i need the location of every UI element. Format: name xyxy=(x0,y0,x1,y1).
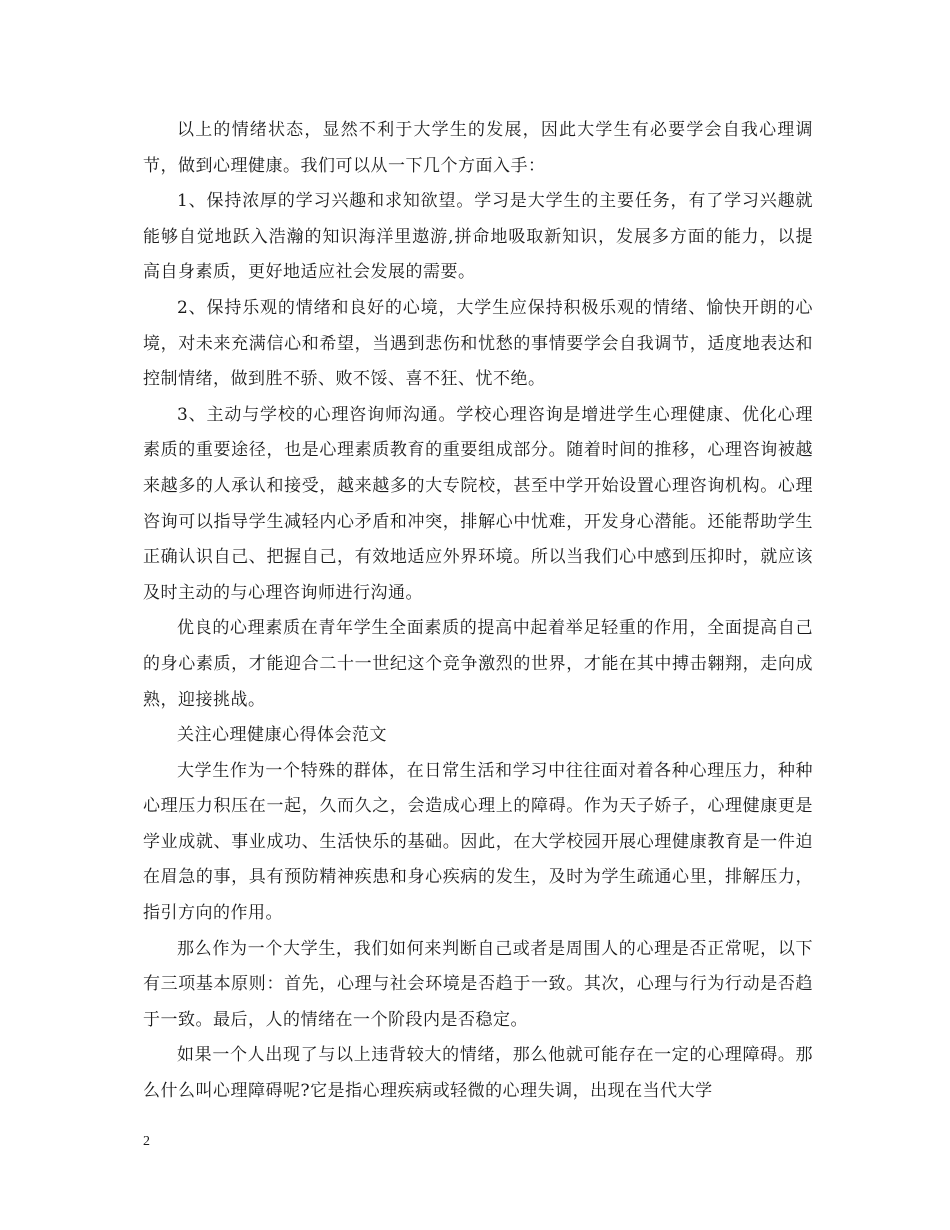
paragraph-psych-disorder: 如果一个人出现了与以上违背较大的情绪，那么他就可能存在一定的心理障碍。那么什么叫心理障碍呢?它是指心理疾病或轻微的心理失调，出现在当代大学 xyxy=(143,1045,813,1102)
paragraph-conclusion: 优良的心理素质在青年学生全面素质的提高中起着举足轻重的作用，全面提高自己的身心素质，才能迎合二十一世纪这个竞争激烈的世界，才能在其中搏击翱翔，走向成熟，迎接挑战。 xyxy=(143,618,813,710)
paragraph-principles: 那么作为一个大学生，我们如何来判断自己或者是周围人的心理是否正常呢，以下有三项基本原则：首先，心理与社会环境是否趋于一致。其次，心理与行为行动是否趋于一致。最后，人的情绪在一个阶段内是否稳定。 xyxy=(143,938,813,1030)
paragraph-intro: 以上的情绪状态，显然不利于大学生的发展，因此大学生有必要学会自我心理调节，做到心理健康。我们可以从一下几个方面入手： xyxy=(143,120,813,176)
paragraph-point-1: 1、保持浓厚的学习兴趣和求知欲望。学习是大学生的主要任务，有了学习兴趣就能够自觉地跃入浩瀚的知识海洋里遨游,拼命地吸取新知识，发展多方面的能力，以提高自身素质，更好地适应社会发展的需要。 xyxy=(143,191,813,283)
document-body xyxy=(143,113,813,1110)
paragraph-point-2: 2、保持乐观的情绪和良好的心境，大学生应保持积极乐观的情绪、愉快开朗的心境，对未来充满信心和希望，当遇到悲伤和忧愁的事情要学会自我调节，适度地表达和控制情绪，做到胜不骄、败不馁、喜不狂、忧不绝。 xyxy=(143,297,813,390)
section-heading: 关注心理健康心得体会范文 xyxy=(177,725,387,746)
page-number: 2 xyxy=(143,1134,150,1149)
paragraph-students-pressure: 大学生作为一个特殊的群体，在日常生活和学习中往往面对着各种心理压力，种种心理压力积压在一起，久而久之，会造成心理上的障碍。作为天子娇子，心理健康更是学业成就、事业成功、生活快乐的基础。因此，在大学校园开展心理健康教育是一件迫在眉急的事，具有预防精神疾患和身心疾病的发生，及时为学生疏通心里，排解压力，指引方向的作用。 xyxy=(143,760,813,924)
paragraph-point-3: 3、主动与学校的心理咨询师沟通。学校心理咨询是增进学生心理健康、优化心理素质的重要途径，也是心理素质教育的重要组成部分。随着时间的推移，心理咨询被越来越多的人承认和接受，越来越多的大专院校，甚至中学开始设置心理咨询机构。心理咨询可以指导学生减轻内心矛盾和冲突，排解心中忧难，开发身心潜能。还能帮助学生正确认识自己、把握自己，有效地适应外界环境。所以当我们心中感到压抑时，就应该及时主动的与心理咨询师进行沟通。 xyxy=(143,404,813,603)
